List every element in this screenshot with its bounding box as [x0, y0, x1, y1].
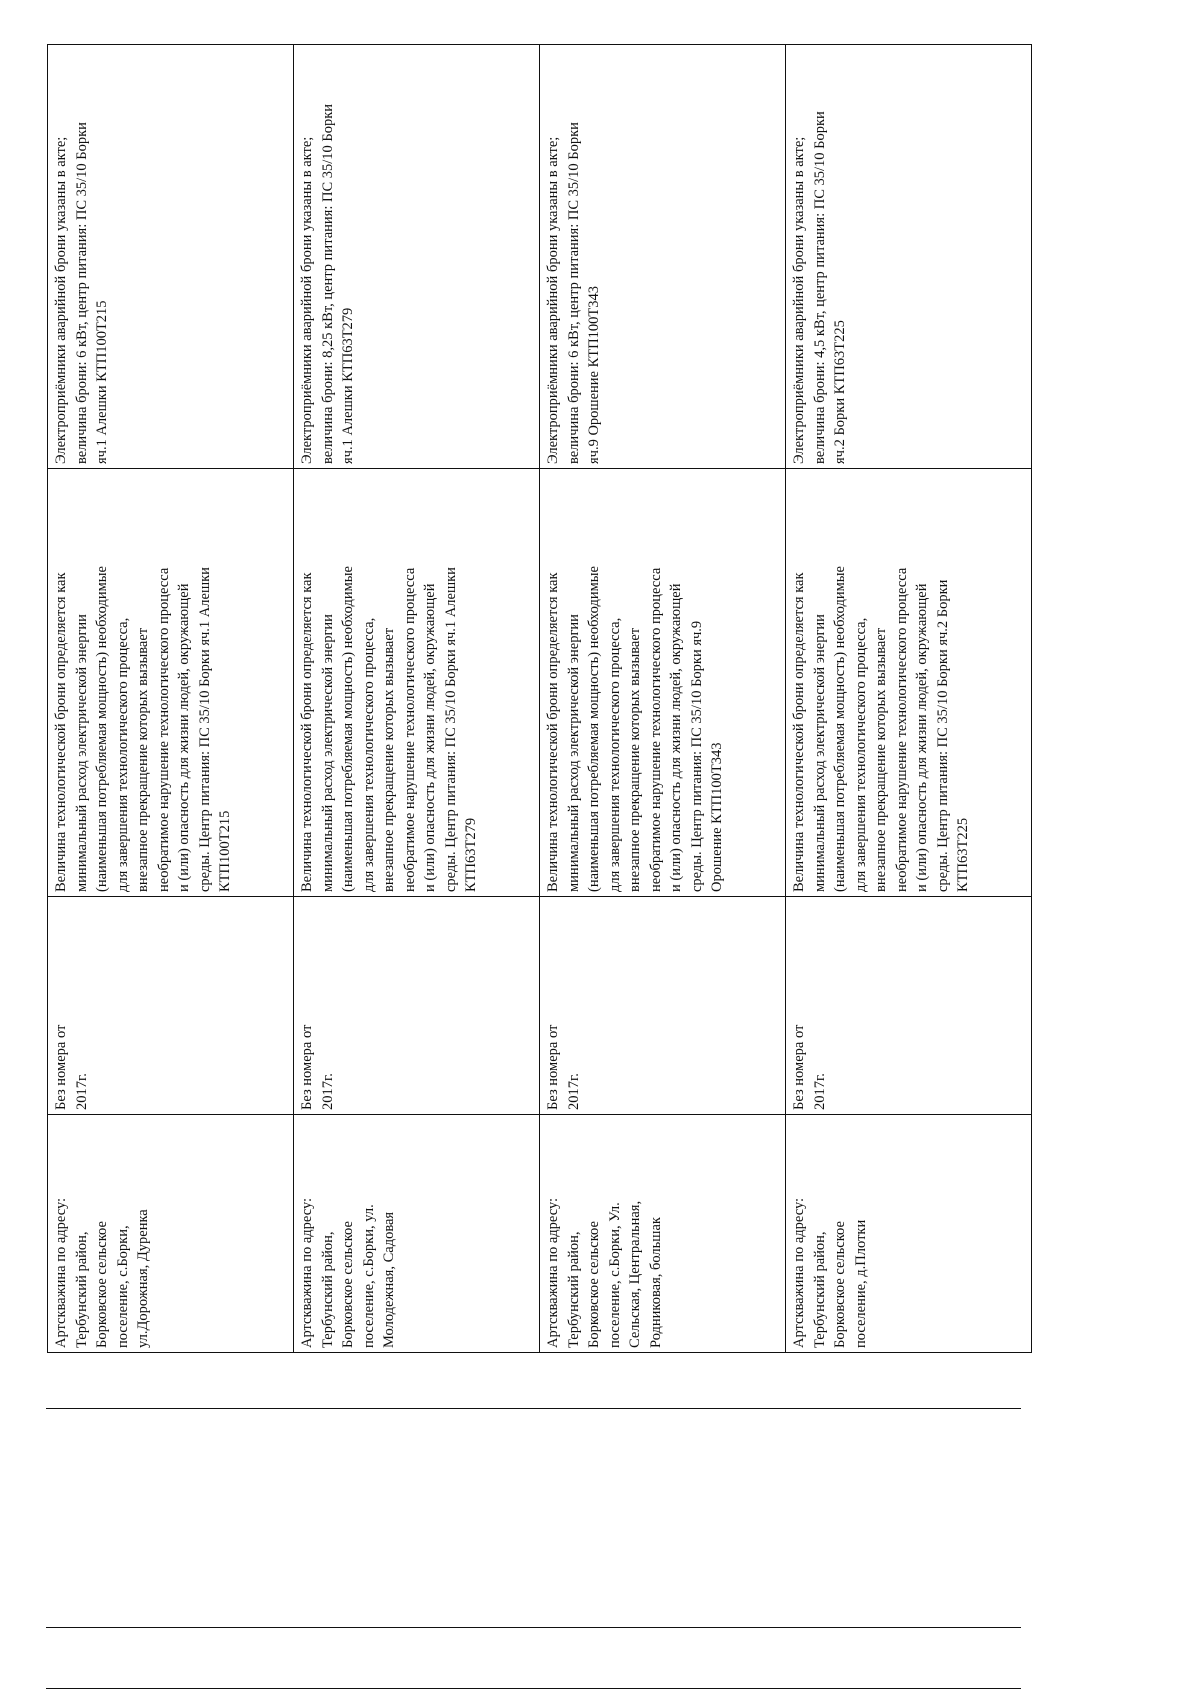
- horizontal-divider: [46, 1688, 1021, 1689]
- emergency-reserve-cell: Электроприёмники аварийной брони указаны в акте; величина брони: 6 кВт, центр питания: ПС 35/10 Борки яч.1 Алешки КТП100Т215: [48, 45, 294, 469]
- table-row: [540, 45, 786, 1353]
- document-cell: Без номера от 2017г.: [294, 897, 540, 1115]
- emergency-reserve-cell: Электроприёмники аварийной брони указаны в акте; величина брони: 4,5 кВт, центр питания: ПС 35/10 Борки яч.2 Борки КТП63Т225: [786, 45, 1032, 469]
- horizontal-divider: [46, 1408, 1021, 1409]
- technological-reserve-cell: Величина технологической брони определяется как минимальный расход электрической энергии (наименьшая потребляемая мощность) необходимые для завершения технологического процесса, внезапное прекращение которых вызывает необратимое нарушение технологического процесса и (или) опасность для жизни людей, окружающей среды. Центр питания: ПС 35/10 Борки яч.2 Борки КТП63Т225: [786, 469, 1032, 897]
- technological-reserve-cell: Величина технологической брони определяется как минимальный расход электрической энергии (наименьшая потребляемая мощность) необходимые для завершения технологического процесса, внезапное прекращение которых вызывает необратимое нарушение технологического процесса и (или) опасность для жизни людей, окружающей среды. Центр питания: ПС 35/10 Борки яч.1 Алешки КТП100Т215: [48, 469, 294, 897]
- address-cell: Артскважина по адресу: Тербунский район, Борковское сельское поселение, д.Плотки: [786, 1115, 1032, 1353]
- address-cell: Артскважина по адресу: Тербунский район, Борковское сельское поселение, с.Борки, ул.Дорожная, Дуренка: [48, 1115, 294, 1353]
- horizontal-divider: [46, 1627, 1021, 1628]
- emergency-reserve-cell: Электроприёмники аварийной брони указаны в акте; величина брони: 6 кВт, центр питания: ПС 35/10 Борки яч.9 Орошение КТП100Т343: [540, 45, 786, 469]
- address-cell: Артскважина по адресу: Тербунский район, Борковское сельское поселение, с.Борки, Ул. Сельская, Центральная, Родниковая, большак: [540, 1115, 786, 1353]
- reservation-table: [47, 44, 1032, 1353]
- technological-reserve-cell: Величина технологической брони определяется как минимальный расход электрической энергии (наименьшая потребляемая мощность) необходимые для завершения технологического процесса, внезапное прекращение которых вызывает необратимое нарушение технологического процесса и (или) опасность для жизни людей, окружающей среды. Центр питания: ПС 35/10 Борки яч.9 Орошение КТП100Т343: [540, 469, 786, 897]
- table-row: [786, 45, 1032, 1353]
- table-row: [48, 45, 294, 1353]
- emergency-reserve-cell: Электроприёмники аварийной брони указаны в акте; величина брони: 8,25 кВт, центр питания: ПС 35/10 Борки яч.1 Алешки КТП63Т279: [294, 45, 540, 469]
- document-cell: Без номера от 2017г.: [48, 897, 294, 1115]
- rotated-table-wrapper: [47, 45, 1032, 1353]
- document-cell: Без номера от 2017г.: [540, 897, 786, 1115]
- table-row: [294, 45, 540, 1353]
- technological-reserve-cell: Величина технологической брони определяется как минимальный расход электрической энергии (наименьшая потребляемая мощность) необходимые для завершения технологического процесса, внезапное прекращение которых вызывает необратимое нарушение технологического процесса и (или) опасность для жизни людей, окружающей среды. Центр питания: ПС 35/10 Борки яч.1 Алешки КТП63Т279: [294, 469, 540, 897]
- document-cell: Без номера от 2017г.: [786, 897, 1032, 1115]
- address-cell: Артскважина по адресу: Тербунский район, Борковское сельское поселение, с.Борки, ул. Молодежная, Садовая: [294, 1115, 540, 1353]
